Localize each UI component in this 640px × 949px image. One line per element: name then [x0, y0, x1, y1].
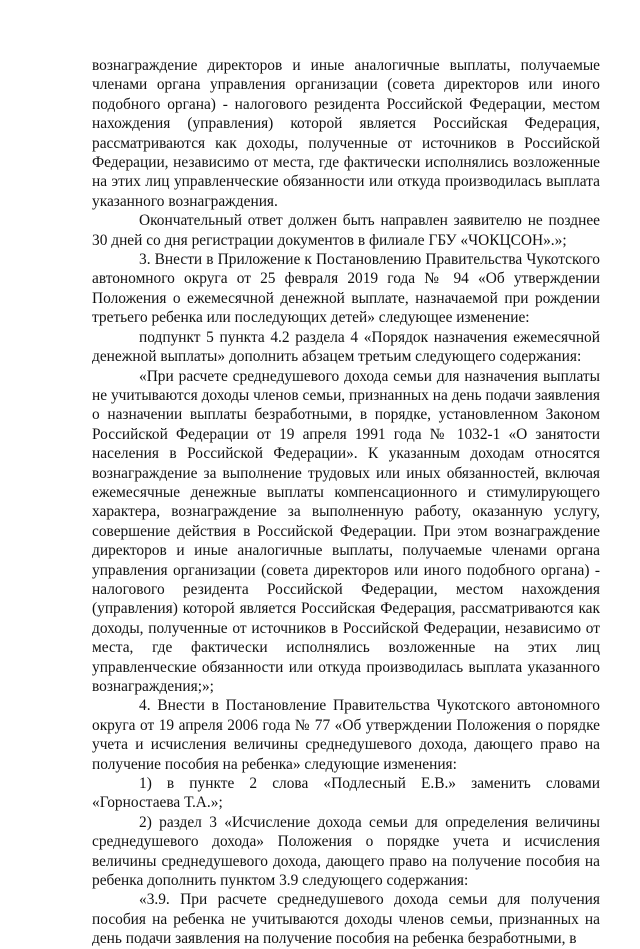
paragraph-7: 1) в пункте 2 слова «Подлесный Е.В.» заменить словами «Горностаева Т.А.»; [92, 775, 600, 812]
paragraph-2: Окончательный ответ должен быть направлен заявителю не позднее 30 дней со дня регистрации документов в филиале ГБУ «ЧОКЦСОН».»; [92, 212, 600, 249]
document-page [92, 56, 600, 949]
paragraph-5: «При расчете среднедушевого дохода семьи для назначения выплаты не учитываются доходы членов семьи, признанных на день подачи заявления о назначении выплаты безработными, в порядке, установленном Законом Российской Федерации от 19 апреля 1991 года № 1032-1 «О занятости населения в Российской Федерации». К указанным доходам относятся вознаграждение за выполнение трудовых или иных обязанностей, включая ежемесячные денежные выплаты компенсационного и стимулирующего характера, вознаграждение за выполненную работу, оказанную услугу, совершение действия в Российской Федерации. При этом вознаграждение директоров и иные аналогичные выплаты, получаемые членами органа управления организации (совета директоров или иного подобного органа) - налогового резидента Российской Федерации, местом нахождения (управления) которой является Российская Федерация, рассматриваются как доходы, полученные от источников в Российской Федерации, независимо от места, где фактически исполнялись возложенные на этих лиц управленческие обязанности или откуда производилась выплата указанного вознаграждения;»; [92, 367, 600, 695]
paragraph-4: подпункт 5 пункта 4.2 раздела 4 «Порядок назначения ежемесячной денежной выплаты» дополнить абзацем третьим следующего содержания: [92, 328, 600, 366]
paragraph-9: «3.9. При расчете среднедушевого дохода семьи для получения пособия на ребенка не учитываются доходы членов семьи, признанных на день подачи заявления на получение пособия на ребенка безработными, в [92, 891, 600, 948]
paragraph-8: 2) раздел 3 «Исчисление дохода семьи для определения величины среднедушевого дохода» Положения о порядке учета и исчисления величины среднедушевого дохода, дающего право на получение пособия на ребенка дополнить пунктом 3.9 следующего содержания: [92, 813, 600, 890]
paragraph-1: вознаграждение директоров и иные аналогичные выплаты, получаемые членами органа управления организации (совета директоров или иного подобного органа) - налогового резидента Российской Федерации, местом нахождения (управления) которой является Российская Федерация, рассматриваются как доходы, полученные от источников в Российской Федерации, независимо от места, где фактически исполнялись возложенные на этих лиц управленческие обязанности или откуда производилась выплата указанного вознаграждения. [92, 57, 600, 210]
paragraph-3: 3. Внести в Приложение к Постановлению Правительства Чукотского автономного округа от 25 февраля 2019 года № 94 «Об утверждении Положения о ежемесячной денежной выплате, назначаемой при рождении третьего ребенка или последующих детей» следующее изменение: [92, 251, 600, 327]
paragraph-6: 4. Внести в Постановление Правительства Чукотского автономного округа от 19 апреля 2006 года № 77 «Об утверждении Положения о порядке учета и исчисления величины среднедушевого дохода, дающего право на получение пособия на ребенка» следующие изменения: [92, 697, 600, 773]
